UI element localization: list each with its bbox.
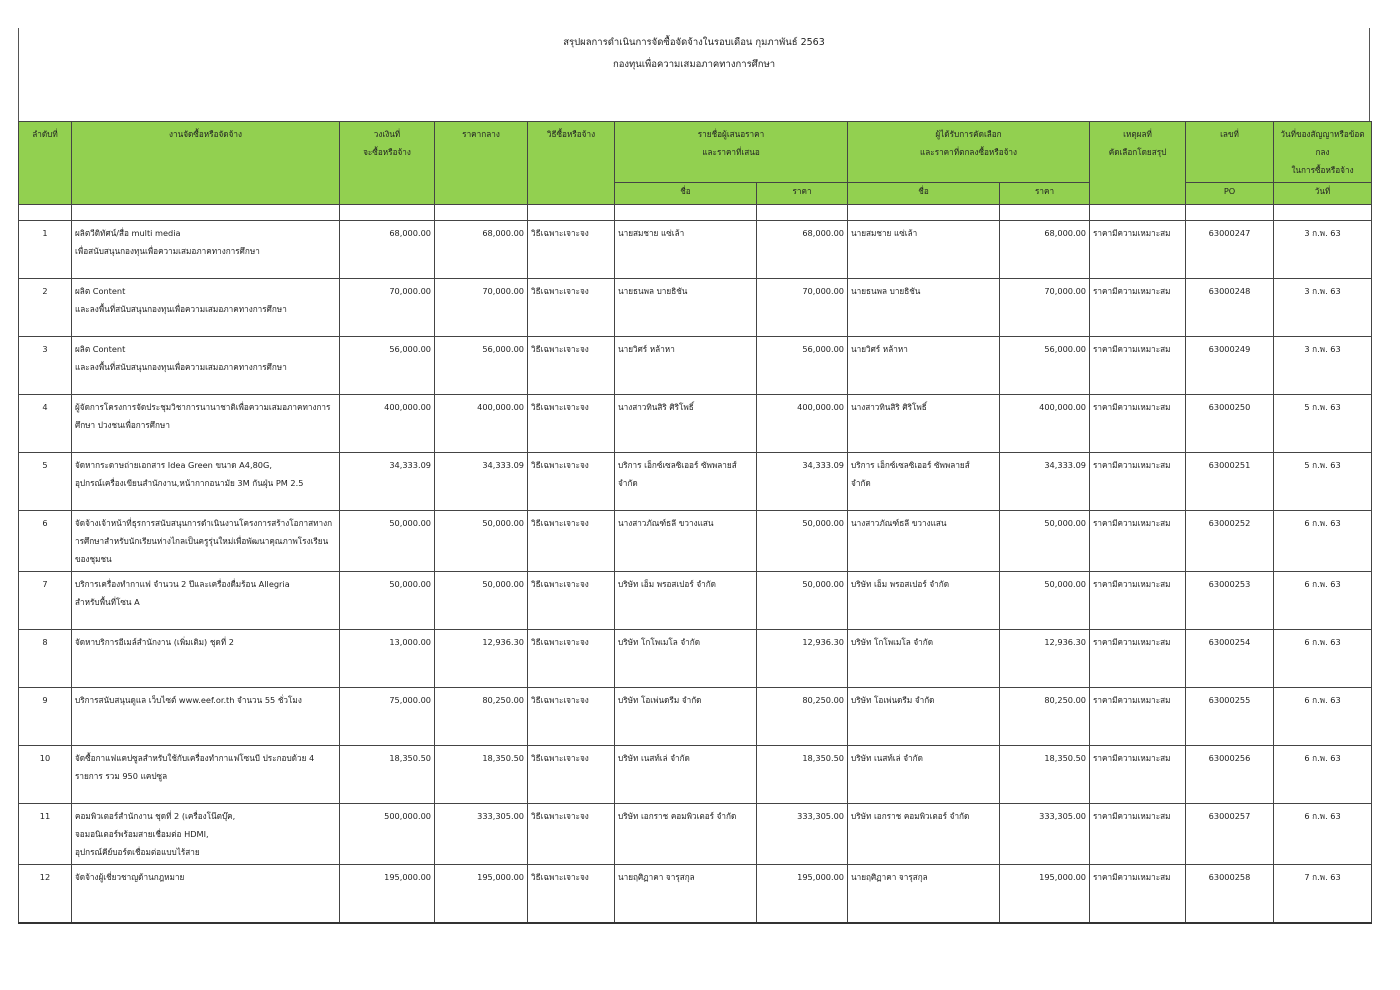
report-subtitle: กองทุนเพื่อความเสมอภาคทางการศึกษา (612, 59, 776, 70)
row-median: 333,305.00 (435, 804, 528, 865)
row-item-line: บริการเครื่องทำกาแฟ จำนวน 2 ปีและเครื่องดื่มร้อน Allegria (75, 579, 290, 589)
row-bid-price: 195,000.00 (757, 865, 848, 923)
row-winner-line: นายสมชาย แซ่เล้า (851, 228, 918, 238)
row-winner (848, 746, 1000, 804)
row-bid-price: 56,000.00 (757, 337, 848, 395)
row-method: วิธีเฉพาะเจาะจง (528, 572, 615, 630)
row-po: 63000254 (1186, 630, 1274, 688)
row-bidder-line: นายธนพล บายธิชัน (618, 286, 688, 296)
row-item-line: อุปกรณ์เครื่องเขียนสำนักงาน,หน้ากากอนามัย 3M กันฝุ่น PM 2.5 (75, 478, 304, 488)
table-row (19, 279, 1372, 337)
table-header (19, 122, 1372, 205)
row-winner-line: นายฤศิฏาคา จารุสกุล (851, 872, 928, 882)
row-winner-line: บริษัท โอเพ่นดรีม จำกัด (851, 695, 935, 705)
row-method: วิธีเฉพาะเจาะจง (528, 395, 615, 453)
row-bid-price: 333,305.00 (757, 804, 848, 865)
table-row (19, 221, 1372, 279)
row-item-line: ผลิตวีดิทัศน์/สื่อ multi media (75, 228, 181, 238)
row-bidder-line: บริษัท โกโพเมโล จำกัด (618, 637, 701, 647)
row-bidder-line: จำกัด (618, 478, 638, 488)
row-reason: ราคามีความเหมาะสม (1090, 572, 1186, 630)
row-win-price: 70,000.00 (1000, 279, 1090, 337)
col-bidders-header: รายชื่อผู้เสนอราคา และราคาที่เสนอ (615, 122, 848, 183)
row-item-line: จัดหากระดาษถ่ายเอกสาร Idea Green ขนาด A4,80G, (75, 460, 272, 470)
sub-winner-price: ราคา (1000, 183, 1090, 205)
row-budget: 34,333.09 (340, 453, 435, 511)
row-reason: ราคามีความเหมาะสม (1090, 630, 1186, 688)
row-item-line: รายการ รวม 950 แคปซูล (75, 771, 168, 781)
row-item (72, 572, 340, 630)
row-reason: ราคามีความเหมาะสม (1090, 395, 1186, 453)
report-header (18, 32, 1370, 76)
row-item-line: ศึกษา ปวงชนเพื่อการศึกษา (75, 420, 170, 430)
row-bidder (615, 746, 757, 804)
row-item-line: เพื่อสนับสนุนกองทุนเพื่อความเสมอภาคทางการศึกษา (75, 246, 260, 256)
row-winner (848, 804, 1000, 865)
row-date: 6 ก.พ. 63 (1274, 511, 1372, 572)
row-item (72, 337, 340, 395)
row-reason: ราคามีความเหมาะสม (1090, 865, 1186, 923)
row-item-line: จอมอนิเตอร์พร้อมสายเชื่อมต่อ HDMI, (75, 829, 209, 839)
row-method: วิธีเฉพาะเจาะจง (528, 511, 615, 572)
row-budget: 56,000.00 (340, 337, 435, 395)
row-bidder-line: บริการ เอ็กซ์เซลซิเออร์ ซัพพลายส์ (618, 460, 737, 470)
row-winner (848, 630, 1000, 688)
row-winner-line: บริษัท เนสท์เล่ จำกัด (851, 753, 923, 763)
row-item (72, 804, 340, 865)
row-item-line: สำหรับพื้นที่โซน A (75, 597, 140, 607)
row-item-line: ารศึกษาสำหรับนักเรียนห่างไกลเป็นครูรุ่นใหม่เพื่อพัฒนาคุณภาพโรงเรียน (75, 536, 329, 546)
row-winner-line: บริษัท เอกราช คอมพิวเตอร์ จำกัด (851, 811, 970, 821)
sub-bidder-price: ราคา (757, 183, 848, 205)
row-item (72, 453, 340, 511)
row-bidder (615, 572, 757, 630)
col-reason-header: เหตุผลที่ คัดเลือกโดยสรุป (1090, 122, 1186, 205)
row-win-price: 18,350.50 (1000, 746, 1090, 804)
row-budget: 195,000.00 (340, 865, 435, 923)
row-bidder (615, 688, 757, 746)
row-item-line: และลงพื้นที่สนับสนุนกองทุนเพื่อความเสมอภาคทางการศึกษา (75, 362, 287, 372)
row-bid-price: 50,000.00 (757, 572, 848, 630)
table-row (19, 804, 1372, 865)
row-item (72, 746, 340, 804)
row-budget: 18,350.50 (340, 746, 435, 804)
table-row (19, 688, 1372, 746)
row-date: 6 ก.พ. 63 (1274, 746, 1372, 804)
row-bid-price: 68,000.00 (757, 221, 848, 279)
row-item-line: อุปกรณ์คีย์บอร์ดเชื่อมต่อแบบไร้สาย (75, 847, 200, 857)
row-date: 6 ก.พ. 63 (1274, 804, 1372, 865)
row-reason: ราคามีความเหมาะสม (1090, 453, 1186, 511)
row-reason: ราคามีความเหมาะสม (1090, 746, 1186, 804)
table-row (19, 511, 1372, 572)
row-win-price: 12,936.30 (1000, 630, 1090, 688)
row-bidder (615, 279, 757, 337)
row-method: วิธีเฉพาะเจาะจง (528, 337, 615, 395)
row-bidder-line: นางสาวทินสิริ ศิริโพธิ์ (618, 402, 694, 412)
row-median: 50,000.00 (435, 572, 528, 630)
row-po: 63000256 (1186, 746, 1274, 804)
col-method-header: วิธีซื้อหรือจ้าง (528, 122, 615, 205)
row-winner-line: นายธนพล บายธิชัน (851, 286, 921, 296)
row-no: 9 (19, 688, 72, 746)
row-bidder-line: นายฤศิฏาคา จารุสกุล (618, 872, 695, 882)
row-winner (848, 511, 1000, 572)
row-bidder (615, 511, 757, 572)
row-budget: 68,000.00 (340, 221, 435, 279)
row-winner-line: บริษัท เอ็ม พรอสเปอร์ จำกัด (851, 579, 950, 589)
row-win-price: 56,000.00 (1000, 337, 1090, 395)
row-winner (848, 453, 1000, 511)
row-win-price: 333,305.00 (1000, 804, 1090, 865)
row-date: 3 ก.พ. 63 (1274, 279, 1372, 337)
row-win-price: 68,000.00 (1000, 221, 1090, 279)
row-budget: 70,000.00 (340, 279, 435, 337)
row-item-line: บริการสนับสนุนดูแล เว็บไซต์ www.eef.or.th จำนวน 55 ชั่วโมง (75, 695, 302, 705)
row-no: 12 (19, 865, 72, 923)
row-po: 63000258 (1186, 865, 1274, 923)
row-no: 6 (19, 511, 72, 572)
row-no: 4 (19, 395, 72, 453)
table-row (19, 337, 1372, 395)
row-bid-price: 70,000.00 (757, 279, 848, 337)
col-date-header: วันที่ของสัญญาหรือข้อต กลง ในการซื้อหรือจ้าง (1274, 122, 1372, 183)
row-bidder-line: นางสาวภัณฑ์ธลี ขวางแสน (618, 518, 714, 528)
row-date: 6 ก.พ. 63 (1274, 572, 1372, 630)
row-reason: ราคามีความเหมาะสม (1090, 221, 1186, 279)
row-winner-line: นางสาวทินสิริ ศิริโพธิ์ (851, 402, 927, 412)
row-winner (848, 395, 1000, 453)
row-budget: 75,000.00 (340, 688, 435, 746)
row-bidder-line: บริษัท เอกราช คอมพิวเตอร์ จำกัด (618, 811, 737, 821)
row-bidder-line: นายสมชาย แซ่เล้า (618, 228, 685, 238)
row-win-price: 34,333.09 (1000, 453, 1090, 511)
row-bidder (615, 630, 757, 688)
row-bid-price: 400,000.00 (757, 395, 848, 453)
row-reason: ราคามีความเหมาะสม (1090, 279, 1186, 337)
row-no: 11 (19, 804, 72, 865)
row-method: วิธีเฉพาะเจาะจง (528, 688, 615, 746)
row-median: 56,000.00 (435, 337, 528, 395)
row-bidder (615, 221, 757, 279)
row-bidder-line: บริษัท เนสท์เล่ จำกัด (618, 753, 690, 763)
row-no: 7 (19, 572, 72, 630)
row-method: วิธีเฉพาะเจาะจง (528, 630, 615, 688)
row-item (72, 279, 340, 337)
row-bid-price: 50,000.00 (757, 511, 848, 572)
row-po: 63000249 (1186, 337, 1274, 395)
row-bidder (615, 337, 757, 395)
row-winner (848, 221, 1000, 279)
row-bidder (615, 865, 757, 923)
row-median: 400,000.00 (435, 395, 528, 453)
row-item (72, 865, 340, 923)
row-no: 5 (19, 453, 72, 511)
row-bid-price: 18,350.50 (757, 746, 848, 804)
row-median: 34,333.09 (435, 453, 528, 511)
row-win-price: 195,000.00 (1000, 865, 1090, 923)
row-budget: 500,000.00 (340, 804, 435, 865)
row-median: 70,000.00 (435, 279, 528, 337)
row-median: 68,000.00 (435, 221, 528, 279)
row-date: 5 ก.พ. 63 (1274, 395, 1372, 453)
row-bidder-line: บริษัท โอเพ่นดรีม จำกัด (618, 695, 702, 705)
row-bid-price: 12,936.30 (757, 630, 848, 688)
row-item-line: จัดจ้างเจ้าหน้าที่ธุรการสนับสนุนการดำเนินงานโครงการสร้างโอกาสทางก (75, 518, 333, 528)
row-date: 6 ก.พ. 63 (1274, 630, 1372, 688)
row-method: วิธีเฉพาะเจาะจง (528, 865, 615, 923)
row-no: 10 (19, 746, 72, 804)
col-winner-header: ผู้ได้รับการคัดเลือก และราคาที่ตกลงซื้อหรือจ้าง (848, 122, 1090, 183)
row-winner-line: นางสาวภัณฑ์ธลี ขวางแสน (851, 518, 947, 528)
row-date: 7 ก.พ. 63 (1274, 865, 1372, 923)
row-method: วิธีเฉพาะเจาะจง (528, 221, 615, 279)
row-reason: ราคามีความเหมาะสม (1090, 511, 1186, 572)
row-budget: 50,000.00 (340, 511, 435, 572)
table-body (19, 205, 1372, 923)
row-win-price: 400,000.00 (1000, 395, 1090, 453)
report-title: สรุปผลการดำเนินการจัดซื้อจัดจ้างในรอบเดือน กุมภาพันธ์ 2563 (563, 37, 825, 48)
col-docno-header: เลขที่ (1186, 122, 1274, 183)
row-date: 5 ก.พ. 63 (1274, 453, 1372, 511)
row-date: 3 ก.พ. 63 (1274, 337, 1372, 395)
row-item-line: คอมพิวเตอร์สำนักงาน ชุดที่ 2 (เครื่องโน๊ตบุ๊ค, (75, 811, 236, 821)
row-bid-price: 34,333.09 (757, 453, 848, 511)
row-po: 63000247 (1186, 221, 1274, 279)
row-budget: 400,000.00 (340, 395, 435, 453)
row-reason: ราคามีความเหมาะสม (1090, 337, 1186, 395)
row-winner-line: บริษัท โกโพเมโล จำกัด (851, 637, 934, 647)
row-bidder-line: บริษัท เอ็ม พรอสเปอร์ จำกัด (618, 579, 716, 589)
row-winner-line: นายวิศร์ หล้าหา (851, 344, 908, 354)
sub-po: PO (1186, 183, 1274, 205)
table-row (19, 395, 1372, 453)
row-po: 63000257 (1186, 804, 1274, 865)
row-bidder (615, 453, 757, 511)
table-row (19, 572, 1372, 630)
spacer-row (19, 205, 1372, 221)
row-no: 8 (19, 630, 72, 688)
row-winner (848, 865, 1000, 923)
row-no: 3 (19, 337, 72, 395)
row-item-line: จัดจ้างผู้เชี่ยวชาญด้านกฎหมาย (75, 872, 185, 882)
row-no: 1 (19, 221, 72, 279)
row-win-price: 50,000.00 (1000, 572, 1090, 630)
row-method: วิธีเฉพาะเจาะจง (528, 279, 615, 337)
row-budget: 50,000.00 (340, 572, 435, 630)
row-item-line: ของชุมชน (75, 554, 112, 564)
row-po: 63000252 (1186, 511, 1274, 572)
row-po: 63000251 (1186, 453, 1274, 511)
row-bidder-line: นายวิศร์ หล้าหา (618, 344, 675, 354)
row-median: 195,000.00 (435, 865, 528, 923)
row-budget: 13,000.00 (340, 630, 435, 688)
row-winner-line: จำกัด (851, 478, 871, 488)
table-row (19, 630, 1372, 688)
row-winner (848, 688, 1000, 746)
row-po: 63000255 (1186, 688, 1274, 746)
table-row (19, 453, 1372, 511)
row-bidder (615, 395, 757, 453)
row-po: 63000250 (1186, 395, 1274, 453)
procurement-table (18, 121, 1372, 924)
col-median-header: ราคากลาง (435, 122, 528, 205)
row-item-line: ผลิต Content (75, 286, 126, 296)
sub-date: วันที่ (1274, 183, 1372, 205)
row-date: 3 ก.พ. 63 (1274, 221, 1372, 279)
row-median: 12,936.30 (435, 630, 528, 688)
table-row (19, 746, 1372, 804)
row-winner (848, 572, 1000, 630)
row-bidder (615, 804, 757, 865)
row-item-line: ผลิต Content (75, 344, 126, 354)
row-item-line: จัดหาบริการอีเมล์สำนักงาน (เพิ่มเติม) ชุดที่ 2 (75, 637, 234, 647)
row-win-price: 50,000.00 (1000, 511, 1090, 572)
row-date: 6 ก.พ. 63 (1274, 688, 1372, 746)
row-median: 18,350.50 (435, 746, 528, 804)
row-median: 80,250.00 (435, 688, 528, 746)
row-win-price: 80,250.00 (1000, 688, 1090, 746)
row-reason: ราคามีความเหมาะสม (1090, 804, 1186, 865)
row-item (72, 511, 340, 572)
row-item-line: ผู้จัดการโครงการจัดประชุมวิชาการนานาชาติเพื่อความเสมอภาคทางการ (75, 402, 331, 412)
table-row (19, 865, 1372, 923)
col-budget-header: วงเงินที่ จะซื้อหรือจ้าง (340, 122, 435, 205)
row-item (72, 688, 340, 746)
row-winner (848, 279, 1000, 337)
row-median: 50,000.00 (435, 511, 528, 572)
col-no-header: ลำดับที่ (19, 122, 72, 205)
sub-bidder-name: ชื่อ (615, 183, 757, 205)
row-no: 2 (19, 279, 72, 337)
row-item (72, 630, 340, 688)
sub-winner-name: ชื่อ (848, 183, 1000, 205)
row-method: วิธีเฉพาะเจาะจง (528, 804, 615, 865)
row-bid-price: 80,250.00 (757, 688, 848, 746)
row-item (72, 221, 340, 279)
row-reason: ราคามีความเหมาะสม (1090, 688, 1186, 746)
row-po: 63000253 (1186, 572, 1274, 630)
row-item-line: จัดซื้อกาแฟแคปซูลสำหรับใช้กับเครื่องทำกาแฟโซนบี ประกอบด้วย 4 (75, 753, 315, 763)
row-method: วิธีเฉพาะเจาะจง (528, 453, 615, 511)
row-po: 63000248 (1186, 279, 1274, 337)
row-winner-line: บริการ เอ็กซ์เซลซิเออร์ ซัพพลายส์ (851, 460, 970, 470)
row-winner (848, 337, 1000, 395)
row-item (72, 395, 340, 453)
row-item-line: และลงพื้นที่สนับสนุนกองทุนเพื่อความเสมอภาคทางการศึกษา (75, 304, 287, 314)
col-item-header: งานจัดซื้อหรือจัดจ้าง (72, 122, 340, 205)
row-method: วิธีเฉพาะเจาะจง (528, 746, 615, 804)
